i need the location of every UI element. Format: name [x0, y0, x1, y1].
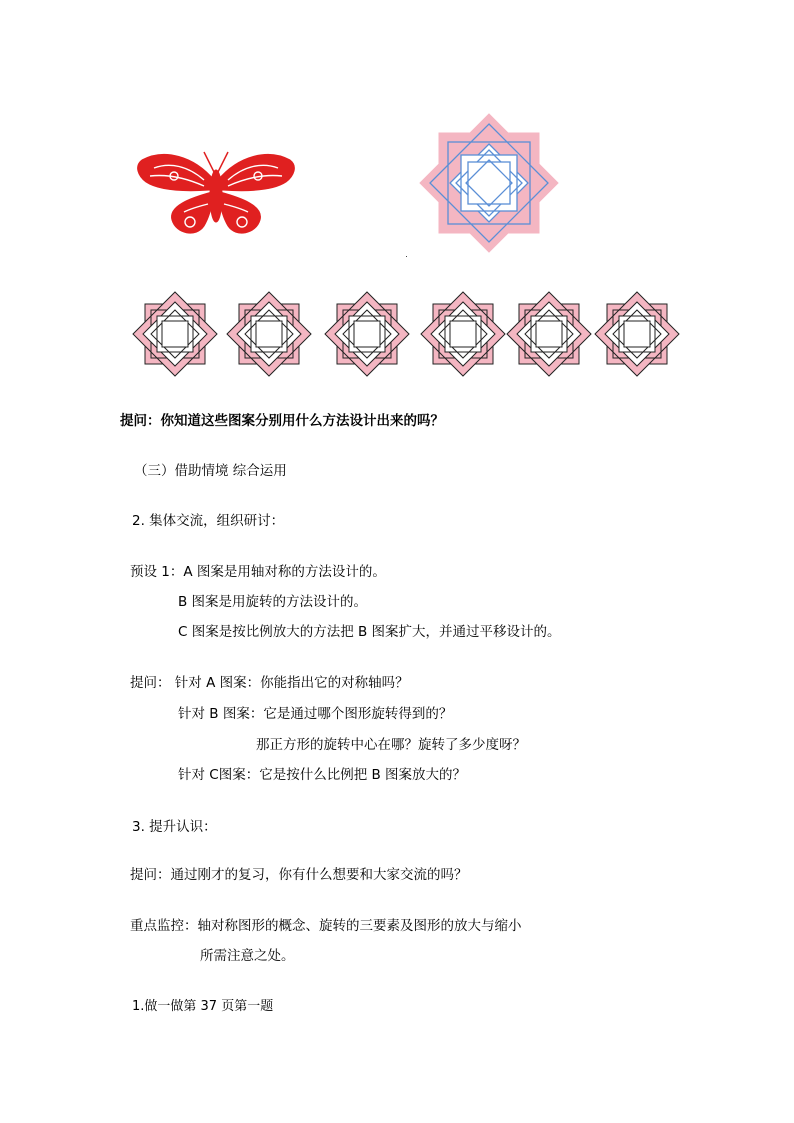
pattern-c-2	[227, 292, 311, 376]
butterfly-image	[134, 146, 298, 242]
preset-1-c: C 图案是按比例放大的方法把 B 图案扩大，并通过平移设计的。	[178, 624, 561, 640]
focus-points-cont: 所需注意之处。	[200, 948, 295, 964]
ask-b: 针对 B 图案：它是通过哪个图形旋转得到的？	[178, 706, 453, 722]
pattern-c-3	[325, 292, 409, 376]
item-3-heading: 3. 提升认识：	[132, 819, 217, 835]
pattern-c-row	[133, 292, 689, 376]
ask-a: 提问： 针对 A 图案：你能指出它的对称轴吗？	[130, 675, 409, 691]
ask-c: 针对 C图案：它是按什么比例把 B 图案放大的？	[178, 767, 467, 783]
ask-b-followup: 那正方形的旋转中心在哪？旋转了多少度呀？	[256, 737, 526, 753]
pattern-b-large	[420, 114, 558, 252]
preset-1-b: B 图案是用旋转的方法设计的。	[178, 594, 368, 610]
preset-1-a: 预设 1：A 图案是用轴对称的方法设计的。	[130, 564, 386, 580]
pattern-c-4	[421, 292, 505, 376]
question-methods: 提问：你知道这些图案分别用什么方法设计出来的吗？	[120, 413, 444, 429]
section-title: （三）借助情境 综合运用	[134, 463, 287, 479]
item-2-heading: 2. 集体交流，组织研讨：	[132, 513, 285, 529]
question-exchange: 提问：通过刚才的复习，你有什么想要和大家交流的吗？	[130, 867, 468, 883]
focus-points: 重点监控：轴对称图形的概念、旋转的三要素及图形的放大与缩小	[130, 918, 522, 934]
pattern-c-5	[507, 292, 591, 376]
exercise-line: 1.做一做第 37 页第一题	[132, 999, 274, 1014]
pattern-c-6	[595, 292, 679, 376]
pattern-c-1	[133, 292, 217, 376]
dot-mark	[406, 256, 407, 257]
